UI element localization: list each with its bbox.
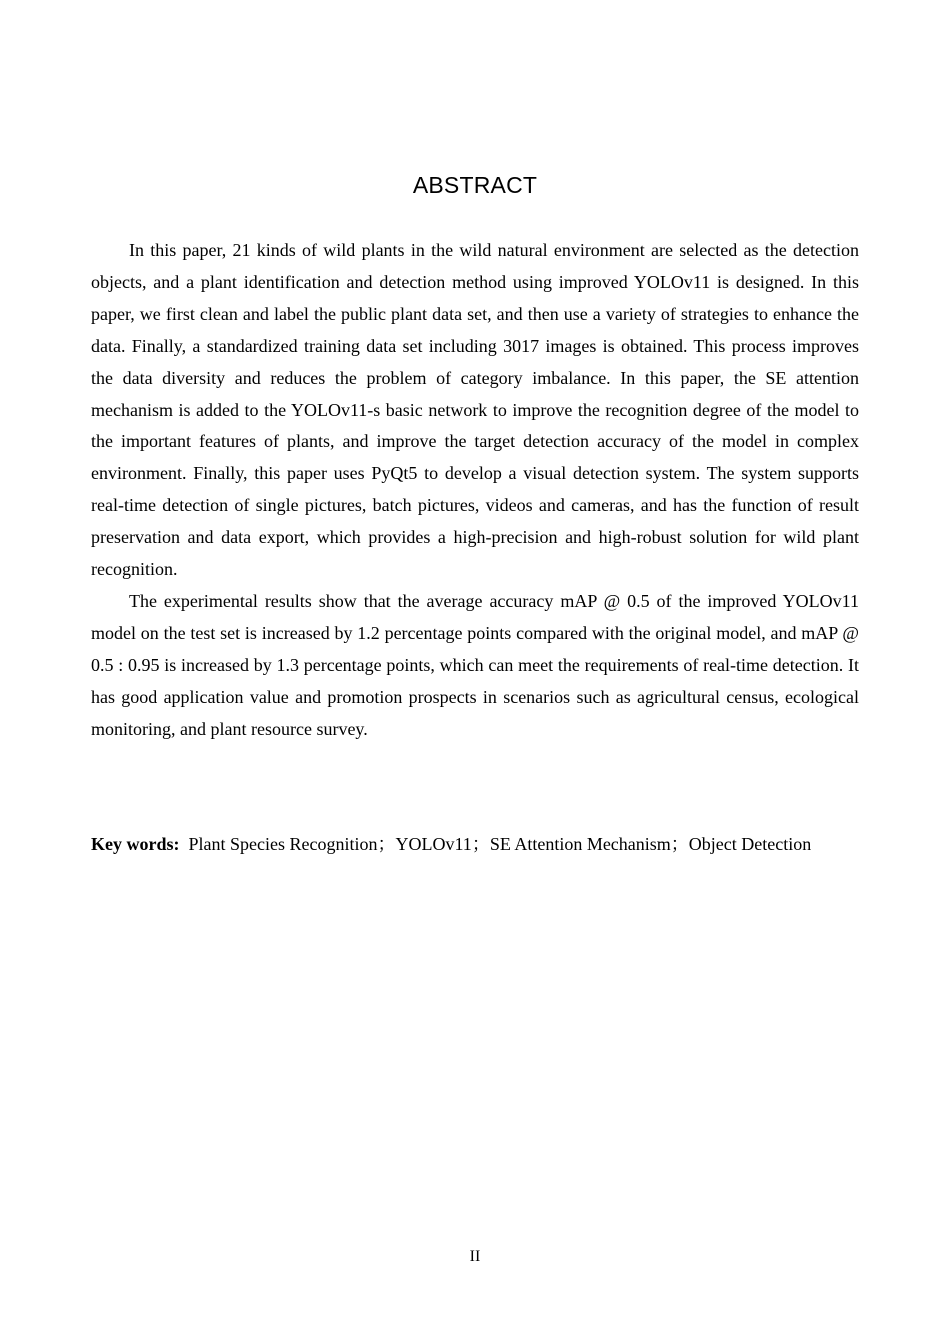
keywords-line	[91, 829, 891, 859]
page-number: II	[469, 1248, 481, 1265]
keyword-item: SE Attention Mechanism	[489, 834, 671, 854]
keyword-item: Plant Species Recognition	[188, 834, 378, 854]
keyword-separator: ；	[471, 834, 490, 854]
keyword-separator: ；	[377, 834, 396, 854]
abstract-paragraph: The experimental results show that the average accuracy mAP @ 0.5 of the improved YOLOv11 model on the test set is increased by 1.2 percentage points compared with the original model, and mAP @ 0.5 : 0.95 is increased by 1.3 percentage points, which can meet the requirements of real-time detection. It has good application value and promotion prospects in scenarios such as agricultural census, ecological monitoring, and plant resource survey.	[91, 590, 859, 739]
keyword-separator: ；	[670, 834, 689, 854]
keyword-item: Object Detection	[688, 834, 812, 854]
keywords-label: Key words:	[91, 834, 180, 854]
abstract-title: ABSTRACT	[412, 172, 538, 198]
abstract-paragraph: In this paper, 21 kinds of wild plants in the wild natural environment are selected as the detection objects, and a plant identification and detection method using improved YOLOv11 is designed. In this paper, we first clean and label the public plant data set, and then use a variety of strategies to enhance the data. Finally, a standardized training data set including 3017 images is obtained. This process improves the data diversity and reduces the problem of category imbalance. In this paper, the SE attention mechanism is added to the YOLOv11-s basic network to improve the recognition degree of the model to the important features of plants, and improve the target detection accuracy of the model in complex environment. Finally, this paper uses PyQt5 to develop a visual detection system. The system supports real-time detection of single pictures, batch pictures, videos and cameras, and has the function of result preservation and data export, which provides a high-precision and high-robust solution for wild plant recognition.	[91, 240, 859, 580]
keyword-item: YOLOv11	[395, 834, 472, 854]
abstract-body	[91, 235, 859, 746]
